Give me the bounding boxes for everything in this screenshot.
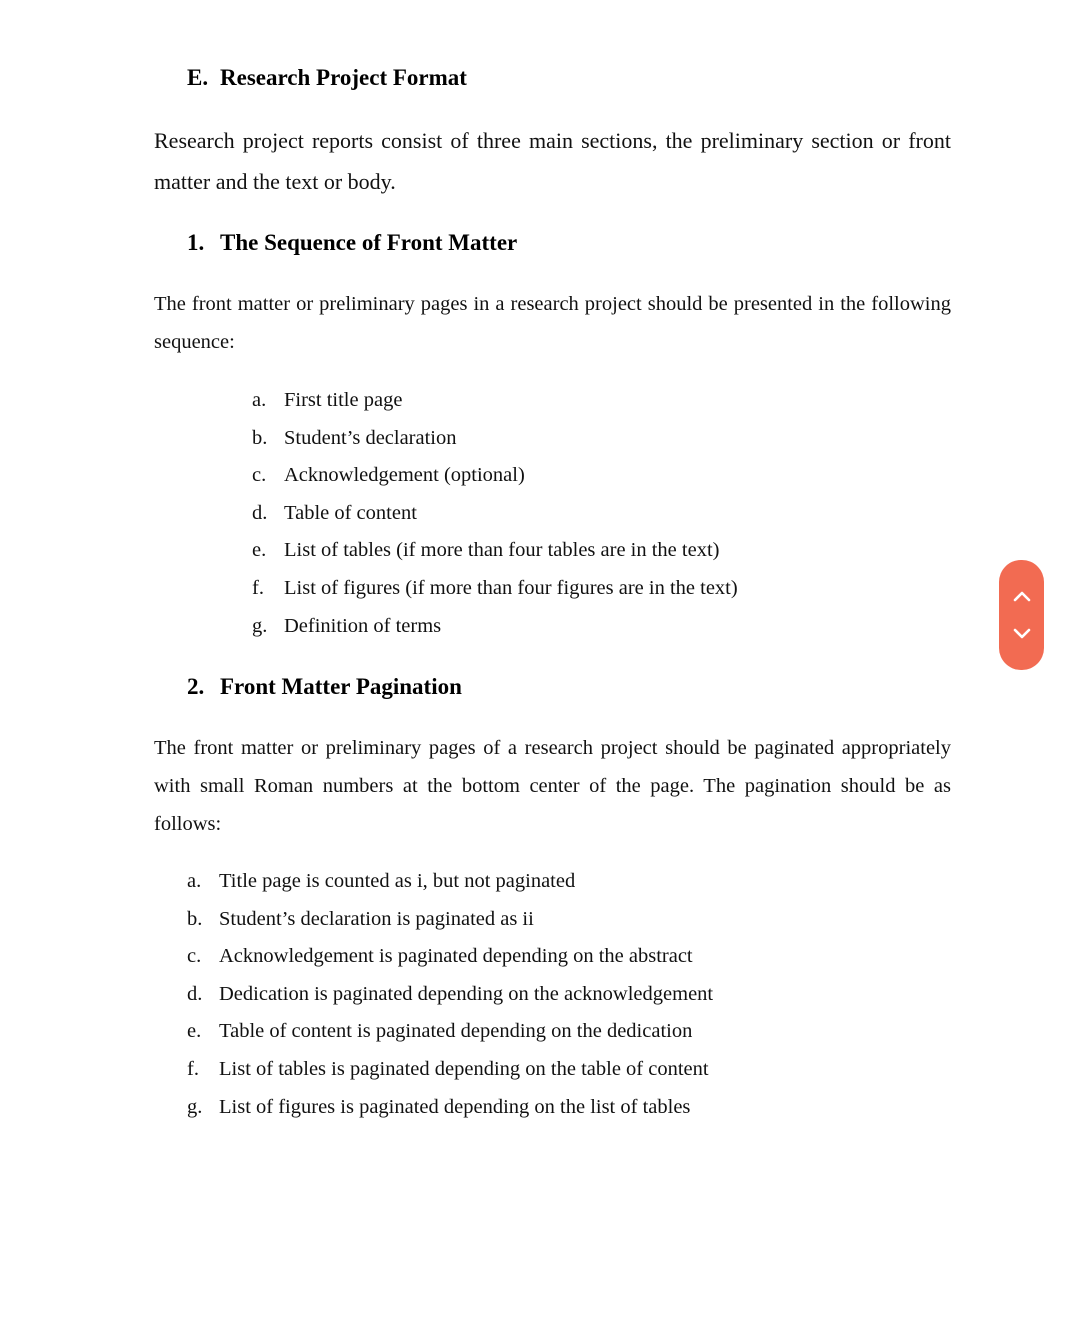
list-item-text: Title page is counted as i, but not paginated (219, 870, 576, 892)
list-item-marker: c. (252, 464, 267, 487)
list-item-text: Definition of terms (284, 614, 442, 637)
pagination-list (187, 863, 713, 1126)
list-item-marker: g. (187, 1095, 203, 1118)
list-item-text: List of tables is paginated depending on the table of content (219, 1057, 709, 1080)
list-item-text: Dedication is paginated depending on the acknowledgement (219, 982, 714, 1005)
pagination-heading-text: Front Matter Pagination (220, 674, 462, 699)
list-item-marker: e. (252, 539, 267, 562)
list-item-text: Table of content (284, 501, 417, 524)
scroll-navigation-widget (999, 560, 1044, 670)
list-item-text: List of figures is paginated depending on the list of tables (219, 1095, 691, 1118)
list-item-marker: f. (187, 1057, 199, 1080)
chevron-down-icon (1012, 627, 1032, 641)
list-item (252, 532, 738, 570)
list-item-marker: a. (187, 870, 202, 892)
list-item-marker: g. (252, 614, 268, 637)
pagination-heading (187, 672, 462, 702)
section-heading-text: Research Project Format (220, 65, 467, 90)
list-item-text: Acknowledgement (optional) (284, 464, 525, 487)
scroll-down-button[interactable] (999, 614, 1044, 654)
sequence-list (252, 382, 738, 645)
list-item-marker: c. (187, 945, 202, 968)
pagination-intro-paragraph: The front matter or preliminary pages of a research project should be paginated appropriately with small Roman numbers at the bottom center of the page. The pagination should be as follows: (154, 737, 951, 835)
list-item-marker: e. (187, 1020, 202, 1043)
section-intro-paragraph: Research project reports consist of three main sections, the preliminary section or front matter and the text or body. (154, 128, 951, 194)
sequence-heading-number: 1. (187, 230, 205, 255)
list-item (252, 420, 738, 458)
list-item-text: Acknowledgement is paginated depending on the abstract (219, 945, 693, 968)
list-item-text: First title page (284, 389, 403, 411)
sequence-heading (187, 228, 517, 258)
list-item (252, 457, 738, 495)
list-item (252, 495, 738, 533)
list-item (187, 1013, 713, 1051)
list-item-text: List of figures (if more than four figures are in the text) (284, 576, 738, 599)
section-heading (187, 63, 467, 93)
list-item (187, 1051, 713, 1089)
sequence-intro-paragraph: The front matter or preliminary pages in a research project should be presented in the following sequence: (154, 293, 951, 353)
list-item (187, 901, 713, 939)
list-item (252, 608, 738, 646)
list-item-text: Student’s declaration (284, 426, 457, 449)
list-item-text: List of tables (if more than four tables are in the text) (284, 539, 720, 562)
list-item (252, 382, 738, 420)
list-item-marker: b. (187, 907, 203, 930)
list-item (252, 570, 738, 608)
list-item-marker: d. (252, 501, 268, 524)
list-item-marker: f. (252, 576, 264, 599)
list-item-marker: a. (252, 389, 267, 411)
list-item (187, 938, 713, 976)
list-item-text: Student’s declaration is paginated as ii (219, 907, 534, 930)
list-item (187, 976, 713, 1014)
chevron-up-icon (1012, 589, 1032, 603)
list-item-marker: b. (252, 426, 268, 449)
list-item-text: Table of content is paginated depending on the dedication (219, 1020, 693, 1043)
section-heading-number: E. (187, 65, 209, 90)
sequence-heading-text: The Sequence of Front Matter (220, 230, 518, 255)
pagination-heading-number: 2. (187, 674, 205, 699)
scroll-up-button[interactable] (999, 576, 1044, 616)
list-item (187, 863, 713, 901)
list-item-marker: d. (187, 982, 203, 1005)
list-item (187, 1089, 713, 1127)
